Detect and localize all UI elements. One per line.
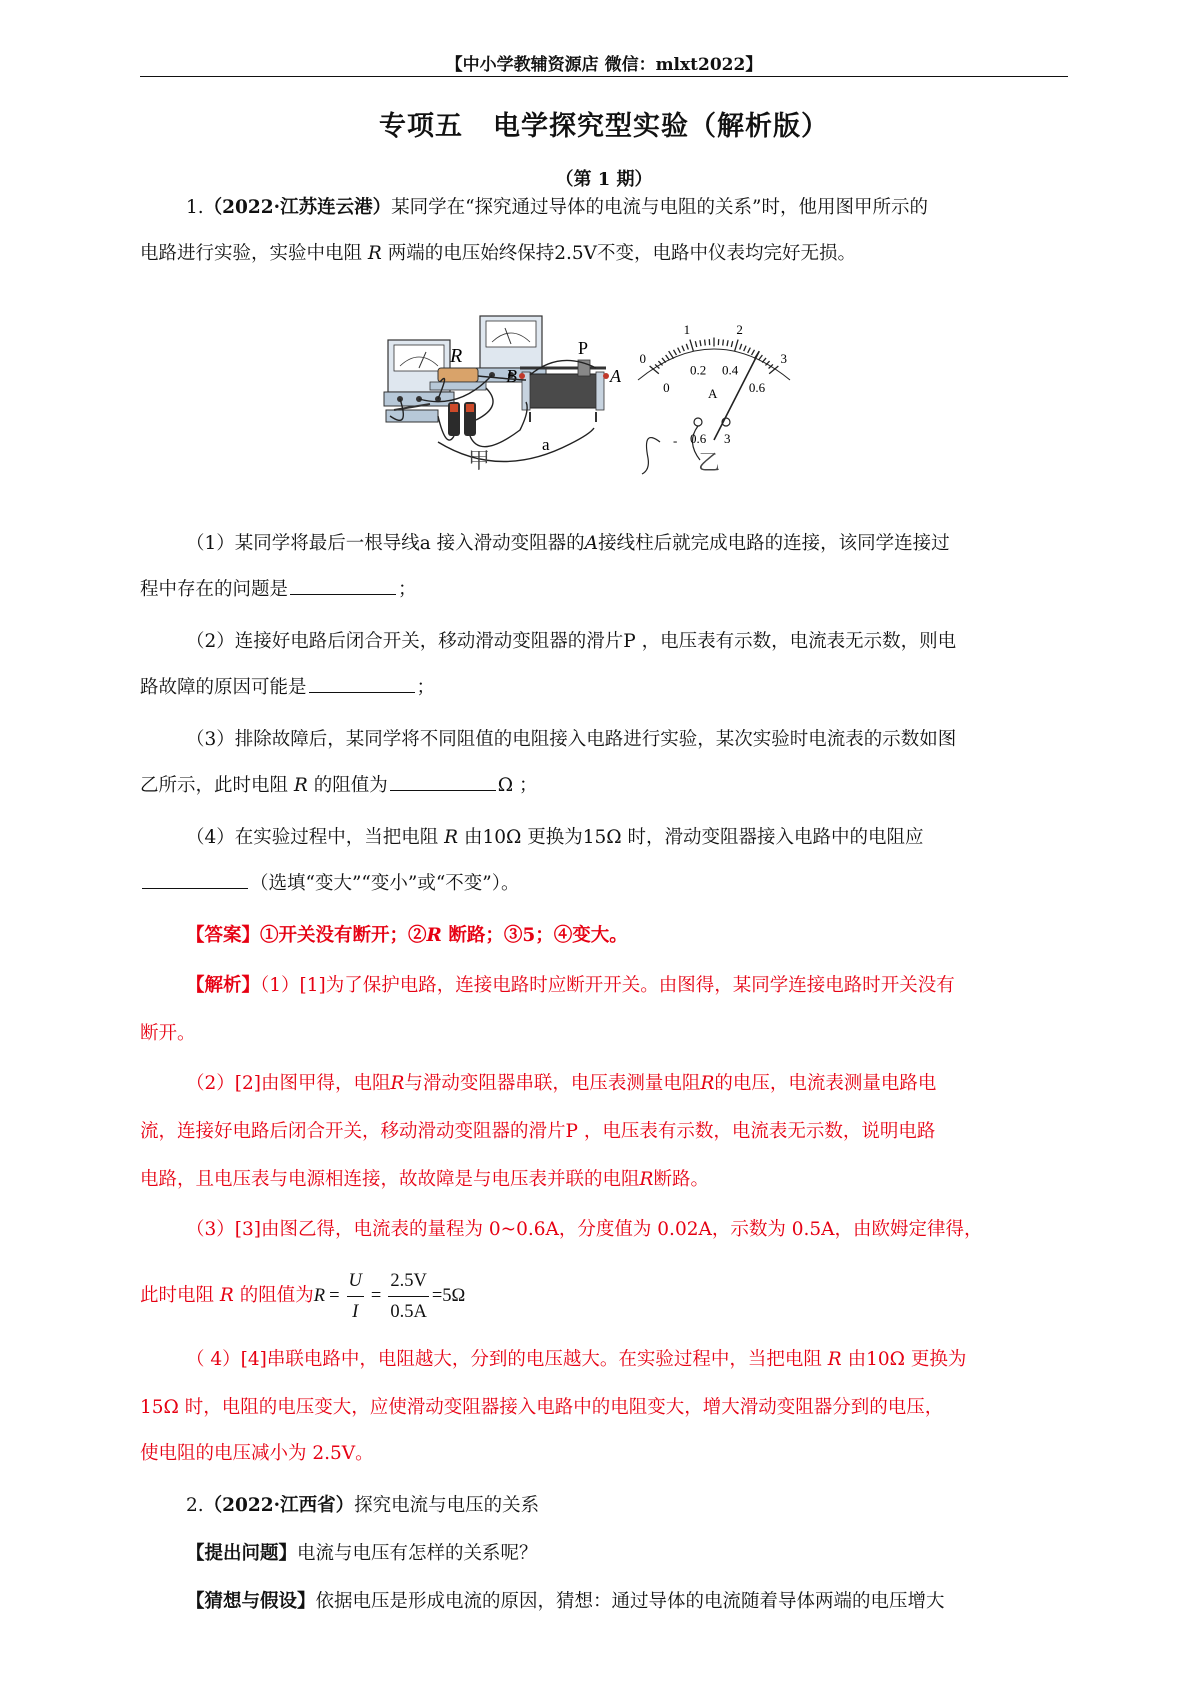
answer-blank-3[interactable] — [390, 772, 496, 791]
terminal-3: 3 — [724, 431, 731, 446]
page-title — [140, 104, 1068, 143]
dial-tick — [744, 346, 746, 352]
q1-s4-line2: （选填“变大”“变小”或“不变”）。 — [140, 870, 1068, 898]
dial-bottom-label: 0.6 — [748, 380, 766, 396]
title-part1: 专项五 — [379, 111, 463, 142]
q1-intro-line1: 1.（2022·江苏连云港）某同学在“探究通过导体的电流与电阻的关系”时，他用图甲所示的 — [186, 197, 929, 218]
q1-s3-line1: （3）排除故障后，某同学将不同阻值的电阻接入电路进行实验，某次实验时电流表的示数如图 — [186, 729, 957, 750]
dial-top-label: 1 — [683, 321, 691, 337]
dial-tick — [748, 348, 751, 353]
label-yi: 乙 — [698, 451, 721, 476]
dial-tick — [690, 340, 693, 351]
dial-tick — [740, 344, 742, 350]
q2-line2: 【提出问题】电流与电压有怎样的关系呢？ — [186, 1543, 538, 1564]
dial-tick — [678, 348, 681, 353]
dial-tick — [731, 341, 732, 347]
ammeter-dial — [638, 322, 790, 476]
dial-top-label: 2 — [736, 321, 743, 337]
circuit-figure — [380, 310, 880, 515]
dial-tick — [669, 351, 674, 359]
dial-tick — [674, 350, 677, 355]
answer-blank-4[interactable] — [142, 870, 248, 889]
label-jia: 甲 — [468, 449, 491, 474]
label-wire-a: a — [542, 435, 550, 454]
dial-tick — [752, 350, 755, 355]
q1-s1-line1: （1）某同学将最后一根导线a 接入滑动变阻器的A接线柱后就完成电路的连接，该同学连接过 — [186, 533, 950, 554]
q1-s1-line2: 程中存在的问题是 ； — [140, 576, 1068, 604]
dial-tick — [662, 358, 666, 363]
dial-tick — [700, 340, 701, 346]
formula-r: R — [313, 1286, 326, 1306]
terminal-0-6: 0.6 — [690, 431, 707, 446]
q1-s2-line2: 路故障的原因可能是 ； — [140, 674, 1068, 702]
dial-top-label: 3 — [780, 350, 787, 366]
issue-label: （第 1 期） — [555, 169, 653, 190]
q1-answer: 【答案】①开关没有断开；②R 断路；③5；④变大。 — [186, 925, 628, 946]
answer-blank-2[interactable] — [309, 674, 415, 693]
label-a-terminal: A — [610, 366, 621, 386]
q1-analysis-1-line2: 断开。 — [140, 1023, 196, 1044]
dial-unit: A — [708, 386, 718, 401]
q1-analysis-3-line2: 此时电阻 R 的阻值为R = $\frac{U}{I}$ = $\frac{2.5V}{0.5A}$ =5Ω — [140, 1262, 1068, 1330]
dial-tick — [735, 340, 738, 351]
q1-analysis-2-line2: 流，连接好电路后闭合开关，移动滑动变阻器的滑片P ，电压表有示数，电流表无示数，说明电路 — [140, 1121, 936, 1142]
q1-s4-line1: （4）在实验过程中，当把电阻 R 由10Ω 更换为15Ω 时，滑动变阻器接入电路中的电阻应 — [186, 827, 924, 848]
q1-analysis-4-line3: 使电阻的电压减小为 2.5V。 — [140, 1443, 374, 1464]
battery-pack — [448, 402, 476, 436]
terminal-minus: - — [673, 433, 678, 448]
dial-tick — [682, 346, 684, 352]
dial-tick — [762, 358, 766, 363]
q1-s3-line2: 乙所示，此时电阻 R 的阻值为 Ω ； — [140, 772, 1068, 800]
dial-tick — [686, 344, 688, 350]
q2-line3: 【猜想与假设】依据电压是形成电流的原因，猜想：通过导体的电流随着导体两端的电压增大 — [186, 1591, 945, 1612]
resistor-r — [430, 368, 486, 390]
rheostat-device — [519, 360, 609, 422]
answer-blank-1[interactable] — [290, 576, 396, 595]
header-divider — [140, 76, 1068, 77]
q1-analysis-2-line3: 电路，且电压表与电源相连接，故故障是与电压表并联的电阻R断路。 — [140, 1169, 709, 1190]
label-b: B — [506, 366, 517, 386]
switch-device — [386, 404, 438, 422]
dial-tick — [666, 355, 670, 360]
fraction-values: $\frac{2.5V}{0.5A}$ — [388, 1266, 429, 1327]
q1-analysis-4-line1: （ 4）[4]串联电路中，电阻越大，分到的电压越大。在实验过程中，当把电阻 R 由10Ω 更换为 — [186, 1349, 967, 1370]
q1-analysis-3-line1: （3）[3]由图乙得，电流表的量程为 0~0.6A，分度值为 0.02A，示数为 0.5A，由欧姆定律得， — [186, 1219, 983, 1240]
q2-line1: 2.（2022·江西省）探究电流与电压的关系 — [186, 1495, 540, 1516]
dial-tick — [705, 340, 706, 346]
dial-bottom-label: 0 — [663, 380, 670, 396]
label-p: P — [578, 338, 589, 358]
dial-tick — [759, 355, 763, 360]
label-r: R — [450, 345, 463, 367]
dial-top-label: 0 — [639, 350, 647, 366]
q1-analysis-4-line2: 15Ω 时，电阻的电压变大，应使滑动变阻器接入电路中的电阻变大，增大滑动变阻器分到的电压， — [140, 1397, 944, 1418]
q1-intro-line2: 电路进行实验，实验中电阻 R 两端的电压始终保持2.5V不变，电路中仪表均完好无损。 — [140, 243, 857, 264]
dial-bottom-label: 0.4 — [722, 362, 739, 378]
page-header: 【中小学教辅资源店 微信：mlxt2022】 — [445, 55, 763, 75]
q1-s2-line1: （2）连接好电路后闭合开关，移动滑动变阻器的滑片P ，电压表有示数，电流表无示数，则电 — [186, 631, 957, 652]
title-part2: 电学探究型实验（解析版） — [493, 111, 829, 142]
dial-bottom-label: 0.2 — [689, 362, 707, 378]
q1-analysis-1-line1: 【解析】（1）[1]为了保护电路，连接电路时应断开开关。由图得，某同学连接电路时开关没有 — [186, 975, 955, 996]
dial-tick — [695, 341, 696, 347]
dial-tick — [727, 340, 728, 346]
q1-analysis-2-line1: （2）[2]由图甲得，电阻R与滑动变阻器串联，电压表测量电阻R的电压，电流表测量电路电 — [186, 1073, 937, 1094]
fraction-u-over-i: $\frac{U}{I}$ — [347, 1266, 364, 1327]
dial-tick — [723, 340, 724, 346]
